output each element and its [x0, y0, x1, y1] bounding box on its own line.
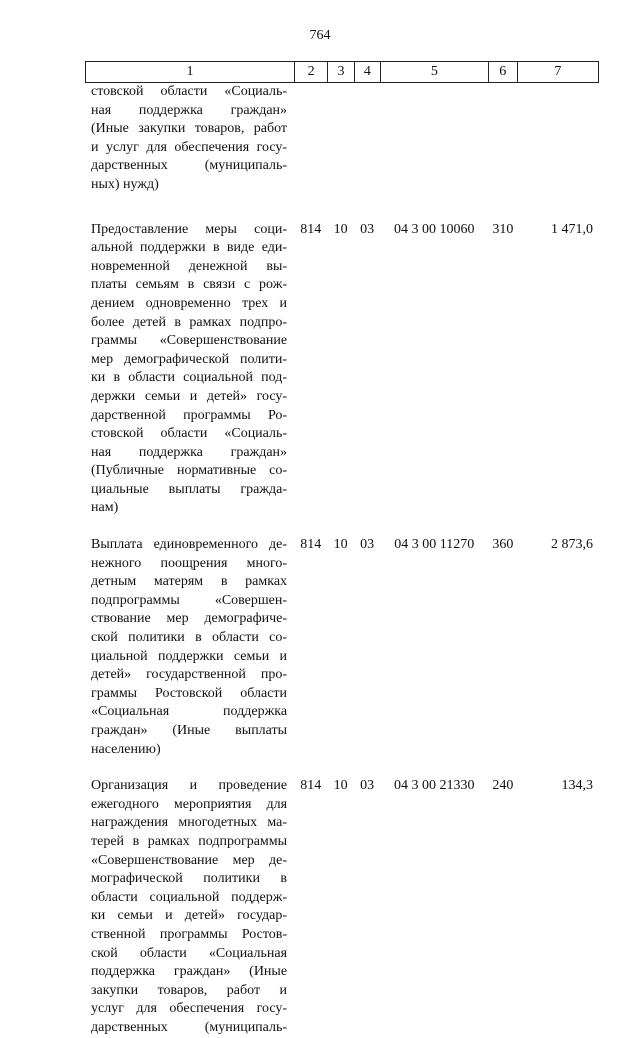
description-line: ки в области социальной под-	[91, 370, 288, 386]
row-description	[85, 83, 294, 195]
row-section-code: 10	[333, 537, 348, 553]
row-subsection-code: 03	[360, 537, 375, 553]
table-header-row	[85, 61, 599, 83]
description-line: Организация и проведение	[91, 778, 288, 794]
column-header-3: 3	[327, 62, 353, 82]
column-header-2: 2	[294, 62, 327, 82]
description-line: закупки товаров, работ и	[91, 982, 288, 998]
row-ministry-code	[294, 83, 327, 195]
row-ministry-code: 814	[300, 778, 322, 794]
description-line: ки семьи и детей» государ-	[91, 908, 288, 924]
description-line: дарственных (муниципаль-	[91, 158, 288, 174]
description-line: «Совершенствование мер де-	[91, 852, 288, 868]
column-header-1: 1	[186, 64, 194, 79]
description-line: области социальной поддерж-	[91, 889, 288, 905]
row-subsection-code: 03	[360, 778, 375, 794]
description-line: ежегодного мероприятия для	[91, 796, 288, 812]
description-line: «Социальная поддержка	[91, 704, 288, 720]
description-line: дением одновременно трех и	[91, 295, 288, 311]
row-subsection-code	[354, 83, 380, 195]
description-line: ная поддержка граждан»	[91, 444, 288, 460]
description-line: ных) нужд)	[91, 176, 159, 192]
page-number: 764	[309, 28, 331, 43]
row-amount: 134,3	[561, 778, 594, 794]
row-expense-type	[488, 83, 517, 195]
row-description	[85, 536, 294, 759]
row-description	[85, 221, 294, 519]
description-line: платы семьям в связи с рож-	[91, 277, 288, 293]
row-section-code: 10	[333, 778, 348, 794]
column-header-5: 5	[380, 62, 487, 82]
description-line: держки семьи и детей» госу-	[91, 388, 288, 404]
description-line: Выплата единовременного де-	[91, 537, 288, 553]
column-header-4: 4	[354, 62, 380, 82]
row-ministry-code: 814	[300, 537, 322, 553]
row-target-article	[380, 83, 488, 195]
row-subsection-code: 03	[360, 221, 375, 237]
description-line: нам)	[91, 500, 119, 516]
description-line: граммы Ростовской области	[91, 685, 288, 701]
description-line: детей» государственной про-	[91, 667, 288, 683]
row-target-article: 04 3 00 11270	[394, 537, 475, 553]
description-line: населению)	[91, 741, 161, 757]
description-line: циальной поддержки семьи и	[91, 648, 288, 664]
description-line: терей в рамках подпрограммы	[91, 833, 288, 849]
description-line: мер демографической полити-	[91, 351, 288, 367]
description-line: альной поддержки в виде еди-	[91, 240, 288, 256]
row-description	[85, 777, 294, 1037]
description-line: стовской области «Социаль-	[91, 84, 288, 99]
description-line: (Публичные нормативные со-	[91, 463, 288, 479]
description-line: более детей в рамках подпро-	[91, 314, 288, 330]
description-line: ской политики в области со-	[91, 630, 288, 646]
table-row	[85, 536, 599, 759]
description-line: Предоставление меры соци-	[91, 221, 288, 237]
description-line: подпрограммы «Совершен-	[91, 592, 288, 608]
row-section-code	[327, 83, 353, 195]
description-line: нежного поощрения много-	[91, 555, 288, 571]
description-line: новременной денежной вы-	[91, 258, 288, 274]
row-target-article: 04 3 00 21330	[393, 778, 475, 794]
column-header-7: 7	[517, 62, 598, 82]
description-line: награждения многодетных ма-	[91, 815, 288, 831]
description-line: ственной программы Ростов-	[91, 926, 288, 942]
description-line: ствование мер демографиче-	[91, 611, 288, 627]
row-amount	[518, 83, 599, 195]
description-line: услуг для обеспечения госу-	[91, 1001, 288, 1017]
row-ministry-code: 814	[300, 221, 322, 237]
description-line: циальные выплаты гражда-	[91, 481, 288, 497]
row-amount: 1 471,0	[551, 221, 594, 237]
row-expense-type: 310	[492, 221, 514, 237]
description-line: дарственной программы Ро-	[91, 407, 288, 423]
row-amount: 2 873,6	[551, 537, 594, 553]
description-line: поддержка граждан» (Иные	[91, 964, 288, 980]
description-line: ная поддержка граждан»	[91, 102, 288, 118]
row-expense-type: 360	[492, 537, 514, 553]
description-line: граждан» (Иные выплаты	[91, 723, 288, 738]
description-line: стовской области «Социаль-	[91, 426, 288, 442]
description-line: (Иные закупки товаров, работ	[91, 121, 288, 137]
description-line: граммы «Совершенствование	[91, 333, 288, 349]
row-expense-type: 240	[492, 778, 514, 794]
row-section-code: 10	[333, 221, 348, 237]
column-header-6: 6	[488, 62, 517, 82]
description-line: дарственных (муниципаль-	[91, 1019, 288, 1035]
table-row	[85, 221, 599, 519]
description-line: детным матерям в рамках	[91, 574, 288, 590]
row-target-article: 04 3 00 10060	[393, 221, 475, 237]
description-line: и услуг для обеспечения госу-	[91, 139, 288, 155]
table-row	[85, 777, 599, 1037]
description-line: мографической политики в	[91, 871, 288, 887]
table-row	[85, 83, 599, 195]
table-body	[85, 83, 599, 1038]
description-line: ской области «Социальная	[91, 945, 288, 961]
